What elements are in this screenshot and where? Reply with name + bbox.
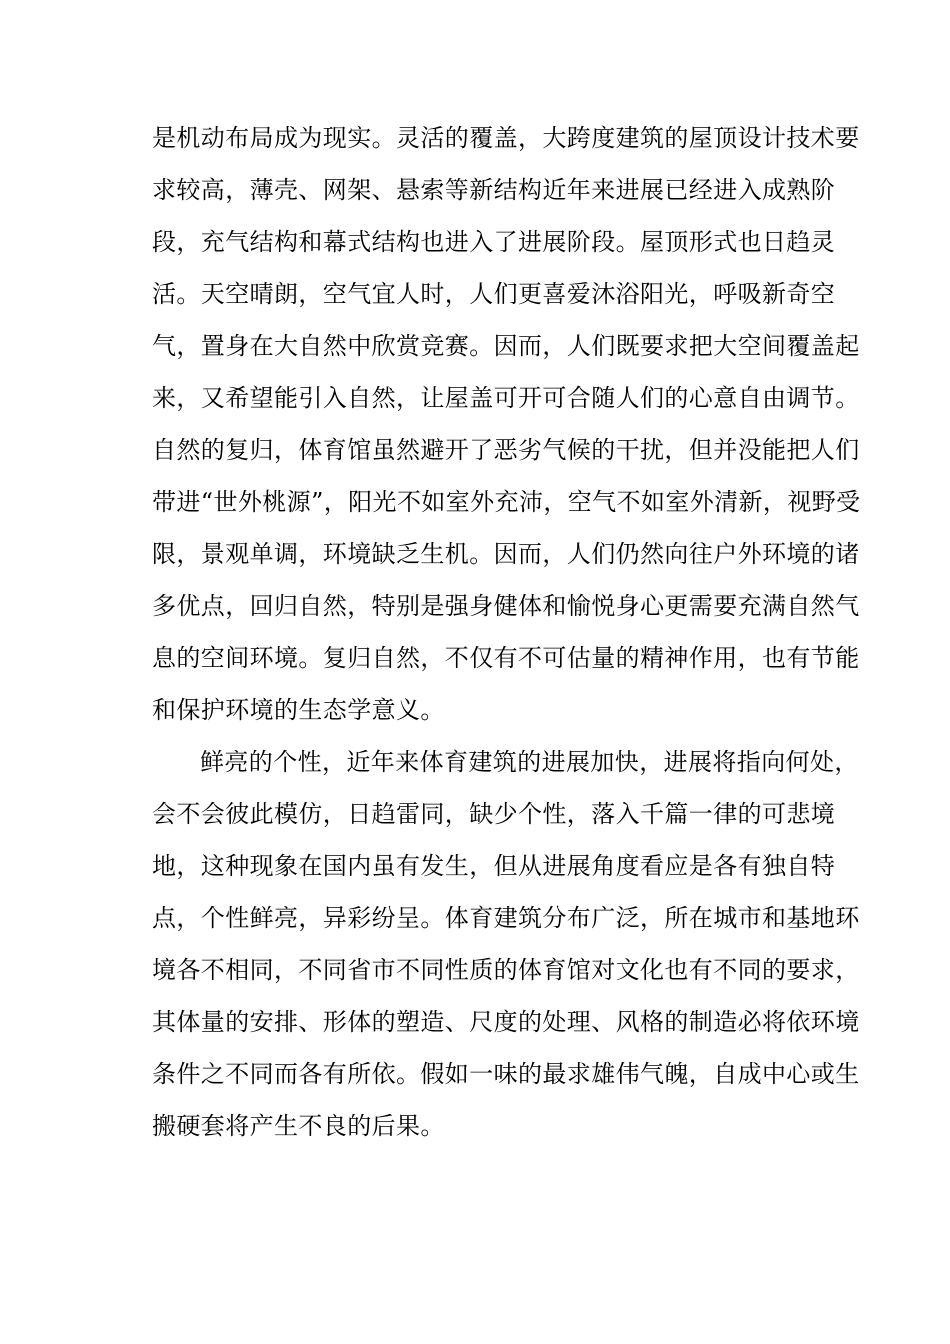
text-line: 是机动布局成为现实。灵活的覆盖，大跨度建筑的屋顶设计技术要 [152, 124, 860, 152]
text-line: 带进“世外桃源”，阳光不如室外充沛，空气不如室外清新，视野受 [152, 488, 861, 516]
document-body [152, 116, 861, 1156]
text-line-indented: 鲜亮的个性，近年来体育建筑的进展加快，进展将指向何处， [200, 748, 859, 776]
text-line: 求较高，薄壳、网架、悬索等新结构近年来进展已经进入成熟阶 [152, 176, 836, 204]
text-line: 和保护环境的生态学意义。 [152, 696, 445, 724]
text-line: 气，置身在大自然中欣赏竞赛。因而，人们既要求把大空间覆盖起 [152, 332, 860, 360]
text-line: 息的空间环境。复归自然，不仅有不可估量的精神作用，也有节能 [152, 644, 860, 672]
paragraph-1 [152, 116, 861, 740]
text-line: 多优点，回归自然，特别是强身健体和愉悦身心更需要充满自然气 [152, 592, 860, 620]
text-line: 自然的复归，体育馆虽然避开了恶劣气候的干扰，但并没能把人们 [152, 436, 860, 464]
text-line: 搬硬套将产生不良的后果。 [152, 1112, 445, 1140]
text-line: 地，这种现象在国内虽有发生，但从进展角度看应是各有独自特 [152, 852, 836, 880]
text-line: 点，个性鲜亮，异彩纷呈。体育建筑分布广泛，所在城市和基地环 [152, 904, 860, 932]
text-line: 段，充气结构和幕式结构也进入了进展阶段。屋顶形式也日趋灵 [152, 228, 836, 256]
text-line: 来，又希望能引入自然，让屋盖可开可合随人们的心意自由调节。 [152, 384, 860, 412]
text-line: 活。天空晴朗，空气宜人时，人们更喜爱沐浴阳光，呼吸新奇空 [152, 280, 836, 308]
text-line: 条件之不同而各有所依。假如一味的最求雄伟气魄，自成中心或生 [152, 1060, 860, 1088]
text-line: 其体量的安排、形体的塑造、尺度的处理、风格的制造必将依环境 [152, 1008, 860, 1036]
text-line: 会不会彼此模仿，日趋雷同，缺少个性，落入千篇一律的可悲境 [152, 800, 836, 828]
text-line: 限，景观单调，环境缺乏生机。因而，人们仍然向往户外环境的诸 [152, 540, 860, 568]
paragraph-2 [152, 740, 860, 1156]
text-line: 境各不相同，不同省市不同性质的体育馆对文化也有不同的要求， [152, 956, 860, 984]
